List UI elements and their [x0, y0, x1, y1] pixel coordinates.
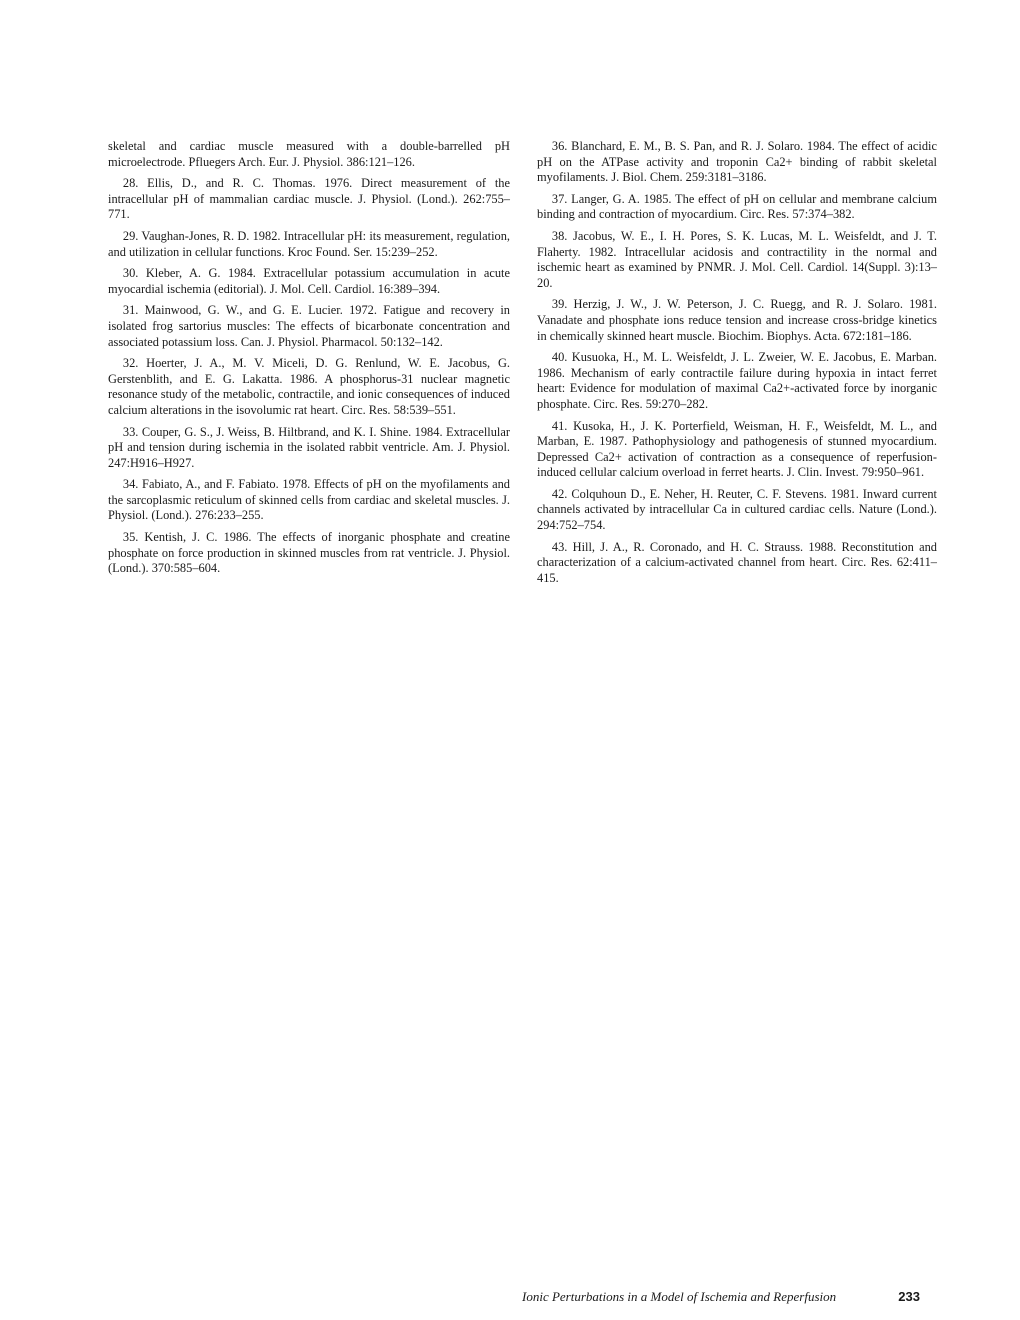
reference-item: 34. Fabiato, A., and F. Fabiato. 1978. Effects of pH on the myofilaments and the sarcoplasmic reticulum of skinned cells from cardiac and skeletal muscles. J. Physiol. (Lond.). 276:233–255. — [108, 477, 510, 523]
reference-column-left — [108, 139, 510, 583]
reference-item: 30. Kleber, A. G. 1984. Extracellular potassium accumulation in acute myocardial ischemia (editorial). J. Mol. Cell. Cardiol. 16:389–394. — [108, 266, 510, 296]
reference-item: 42. Colquhoun D., E. Neher, H. Reuter, C. F. Stevens. 1981. Inward current channels activated by intracellular Ca in cultured cardiac cells. Nature (Lond.). 294:752–754. — [537, 486, 937, 533]
page-number: 233 — [898, 1289, 920, 1304]
reference-item: 37. Langer, G. A. 1985. The effect of pH on cellular and membrane calcium binding and contraction of myocardium. Circ. Res. 57:374–382. — [537, 191, 937, 222]
running-title: Ionic Perturbations in a Model of Ischemia and Reperfusion — [522, 1289, 837, 1304]
reference-item: 33. Couper, G. S., J. Weiss, B. Hiltbrand, and K. I. Shine. 1984. Extracellular pH and tension during ischemia in the isolated rabbit ventricle. Am. J. Physiol. 247:H916–H927. — [108, 424, 510, 470]
reference-item: skeletal and cardiac muscle measured with a double-barrelled pH microelectrode. Pfluegers Arch. Eur. J. Physiol. 386:121–126. — [108, 139, 510, 169]
reference-item: 29. Vaughan-Jones, R. D. 1982. Intracellular pH: its measurement, regulation, and utilization in cellular functions. Kroc Found. Ser. 15:239–252. — [108, 228, 510, 259]
page-footer — [522, 1289, 920, 1305]
reference-item: 31. Mainwood, G. W., and G. E. Lucier. 1972. Fatigue and recovery in isolated frog sartorius muscles: The effects of bicarbonate concentration and associated potassium loss. Can. J. Physiol. Pharmacol. 50:132–142. — [108, 303, 510, 349]
reference-item: 41. Kusoka, H., J. K. Porterfield, Weisman, H. F., Weisfeldt, M. L., and Marban, E. 1987. Pathophysiology and pathogenesis of stunned myocardium. Depressed Ca2+ activation of contraction as a consequence of reperfusion-induced cellular calcium overload in ferret hearts. J. Clin. Invest. 79:950–961. — [537, 418, 937, 480]
reference-column-right — [537, 139, 937, 592]
reference-item: 32. Hoerter, J. A., M. V. Miceli, D. G. Renlund, W. E. Jacobus, G. Gerstenblith, and E. G. Lakatta. 1986. A phosphorus-31 nuclear magnetic resonance study of the metabolic, contractile, and ionic consequences of induced calcium alterations in the isovolumic rat heart. Circ. Res. 58:539–551. — [108, 356, 510, 417]
reference-item: 35. Kentish, J. C. 1986. The effects of inorganic phosphate and creatine phosphate on force production in skinned muscles from rat ventricle. J. Physiol. (Lond.). 370:585–604. — [108, 530, 510, 576]
reference-item: 43. Hill, J. A., R. Coronado, and H. C. Strauss. 1988. Reconstitution and characterization of a calcium-activated channel from heart. Circ. Res. 62:411–415. — [537, 539, 937, 585]
reference-item: 39. Herzig, J. W., J. W. Peterson, J. C. Ruegg, and R. J. Solaro. 1981. Vanadate and phosphate ions reduce tension and increase cross-bridge kinetics in chemically skinned heart muscle. Biochim. Biophys. Acta. 672:181–186. — [537, 297, 937, 343]
reference-item: 28. Ellis, D., and R. C. Thomas. 1976. Direct measurement of the intracellular pH of mammalian cardiac muscle. J. Physiol. (Lond.). 262:755–771. — [108, 176, 510, 222]
reference-item: 40. Kusuoka, H., M. L. Weisfeldt, J. L. Zweier, W. E. Jacobus, E. Marban. 1986. Mechanism of early contractile failure during hypoxia in intact ferret heart: Evidence for modulation of maximal Ca2+-activated force by inorganic phosphate. Circ. Res. 59:270–282. — [537, 350, 937, 411]
reference-item: 38. Jacobus, W. E., I. H. Pores, S. K. Lucas, M. L. Weisfeldt, and J. T. Flaherty. 1982. Intracellular acidosis and contractility in the normal and ischemic heart as examined by PNMR. J. Mol. Cell. Cardiol. 14(Suppl. 3):13–20. — [537, 228, 937, 290]
reference-item: 36. Blanchard, E. M., B. S. Pan, and R. J. Solaro. 1984. The effect of acidic pH on the ATPase activity and troponin Ca2+ binding of rabbit skeletal myofilaments. J. Biol. Chem. 259:3181–3186. — [537, 139, 937, 185]
